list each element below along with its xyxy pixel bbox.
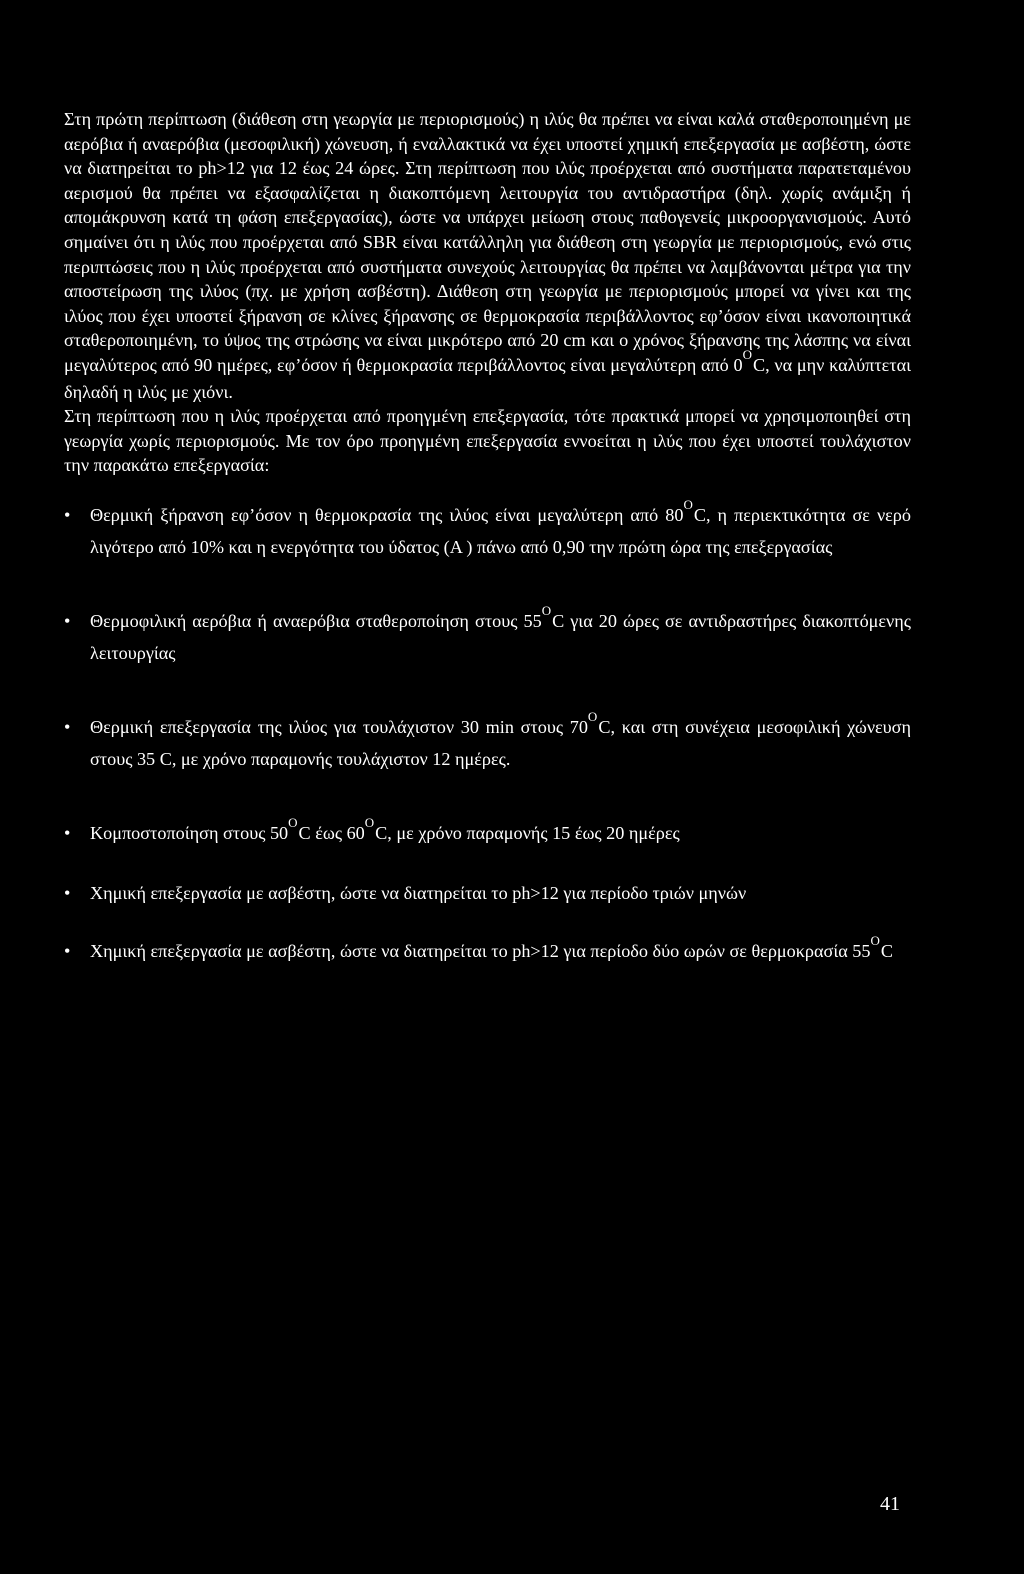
list-item bbox=[64, 932, 911, 968]
paragraph-advanced-treatment: Στη περίπτωση που η ιλύς προέρχεται από προηγμένη επεξεργασία, τότε πρακτικά μπορεί να χρησιμοποιηθεί στη γεωργία χωρίς περιορισμούς. Με τον όρο προηγμένη επεξεργασία εννοείται η ιλύς που έχει υποστεί τουλάχιστον την παρακάτω επεξεργασία: bbox=[64, 406, 911, 476]
list-item bbox=[64, 708, 911, 774]
list-item-text: C, η περιεκτικότητα σε νερό λιγότερο από 10% και η ενεργότητα του ύδατος (Α ) πάνω από 0,90 την πρώτη ώρα της επεξεργασίας bbox=[90, 504, 911, 557]
treatment-list bbox=[64, 496, 911, 968]
list-item bbox=[64, 814, 911, 850]
list-item-text: Θερμική επεξεργασία της ιλύος για τουλάχιστον 30 min στους 70 bbox=[90, 716, 588, 737]
bullet-icon: • bbox=[64, 940, 71, 961]
list-item-text: C bbox=[880, 940, 894, 961]
degree-superscript: O bbox=[541, 602, 552, 618]
bullet-icon: • bbox=[64, 504, 71, 525]
bullet-icon: • bbox=[64, 882, 71, 903]
degree-superscript: O bbox=[587, 708, 598, 724]
document-body bbox=[64, 107, 911, 968]
paragraph-1-tail-after: C, να μην καλύπτεται δηλαδή η ιλύς με χιόνι. bbox=[64, 354, 911, 402]
list-item-text: Θερμοφιλική αερόβια ή αναερόβια σταθεροποίηση στους 55 bbox=[90, 610, 542, 631]
list-item bbox=[64, 496, 911, 562]
degree-superscript: O bbox=[288, 814, 298, 830]
list-item bbox=[64, 602, 911, 668]
paragraph-1-text: Στη πρώτη περίπτωση (διάθεση στη γεωργία με περιορισμούς) η ιλύς θα πρέπει να είναι καλά σταθεροποιημένη με αερόβια ή αναερόβια (μεσοφιλική) χώνευση, ή εναλλακτικά να έχει υποστεί χημική επεξεργασία με ασβέστη, ώστε να διατηρείται το ph>12 για 12 έως 24 ώρες. Στη περίπτωση που ιλύς προέρχεται από συστήματα παρατεταμένου αερισμού θα πρέπει να εξασφαλίζεται η διακοπτόμενη λειτουργία του αντιδραστήρα (δηλ. χωρίς ανάμιξη ή απομάκρυνση κατά τη φάση επεξεργασίας), ώστε να υπάρχει μείωση στους παθογενείς μικροοργανισμούς. Αυτό σημαίνει ότι η ιλύς που προέρχεται από SBR είναι κατάλληλη για διάθεση στη γεωργία με περιορισμούς, ενώ στις περιπτώσεις που η ιλύς προέρχεται από συστήματα συνεχούς λειτουργίας θα πρέπει να λαμβάνονται μέτρα για την αποστείρωση της ιλύος (πχ. με χρήση ασβέστη). Διάθεση στη γεωργία με περιορισμούς μπορεί να γίνει και της ιλύος που έχει υποστεί ξήρανση σε κλίνες ξήρανσης σε θερμοκρασία περιβάλλοντος εφ’όσον είναι ικανοποιητικά σταθεροποιημένη, το ύψος της στρώσης να είναι μικρότερο από 20 cm και ο χρόνος ξήρανσης της λάσπης να είναι μεγαλύτερος από 90 ημέρες, εφ’όσον ή bbox=[64, 109, 911, 375]
list-item-text: Θερμική ξήρανση εφ’όσον η θερμοκρασία της ιλύος είναι μεγαλύτερη από 80 bbox=[90, 504, 684, 525]
list-item-text: C, και στη συνέχεια μεσοφιλική χώνευση στους 35 C, με χρόνο παραμονής τουλάχιστον 12 ημέρες. bbox=[90, 716, 911, 769]
list-item-text: Χημική επεξεργασία με ασβέστη, ώστε να διατηρείται το ph>12 για περίοδο δύο ωρών σε θερμοκρασία 55 bbox=[90, 940, 871, 961]
list-item-text: C για 20 ώρες σε αντιδραστήρες διακοπτόμενης λειτουργίας bbox=[90, 610, 911, 663]
list-item-text: Κομποστοποίηση στους 50 bbox=[90, 822, 289, 843]
page-number: 41 bbox=[880, 1493, 900, 1515]
paragraph-disposal-restrictions bbox=[64, 107, 911, 404]
list-item-text: C έως 60 bbox=[298, 822, 365, 843]
bullet-icon: • bbox=[64, 610, 71, 631]
degree-superscript: O bbox=[683, 496, 693, 512]
degree-superscript: O bbox=[870, 932, 880, 948]
bullet-icon: • bbox=[64, 822, 71, 843]
degree-superscript: O bbox=[364, 814, 375, 830]
bullet-icon: • bbox=[64, 716, 71, 737]
list-item-text: C, με χρόνο παραμονής 15 έως 20 ημέρες bbox=[375, 822, 680, 843]
paragraph-1-tail-before: θερμοκρασία περιβάλλοντος είναι μεγαλύτερη από 0 bbox=[356, 354, 743, 375]
degree-superscript: O bbox=[742, 346, 752, 362]
list-item bbox=[64, 878, 911, 908]
list-item-text: Χημική επεξεργασία με ασβέστη, ώστε να διατηρείται το ph>12 για περίοδο τριών μηνών bbox=[90, 882, 747, 903]
